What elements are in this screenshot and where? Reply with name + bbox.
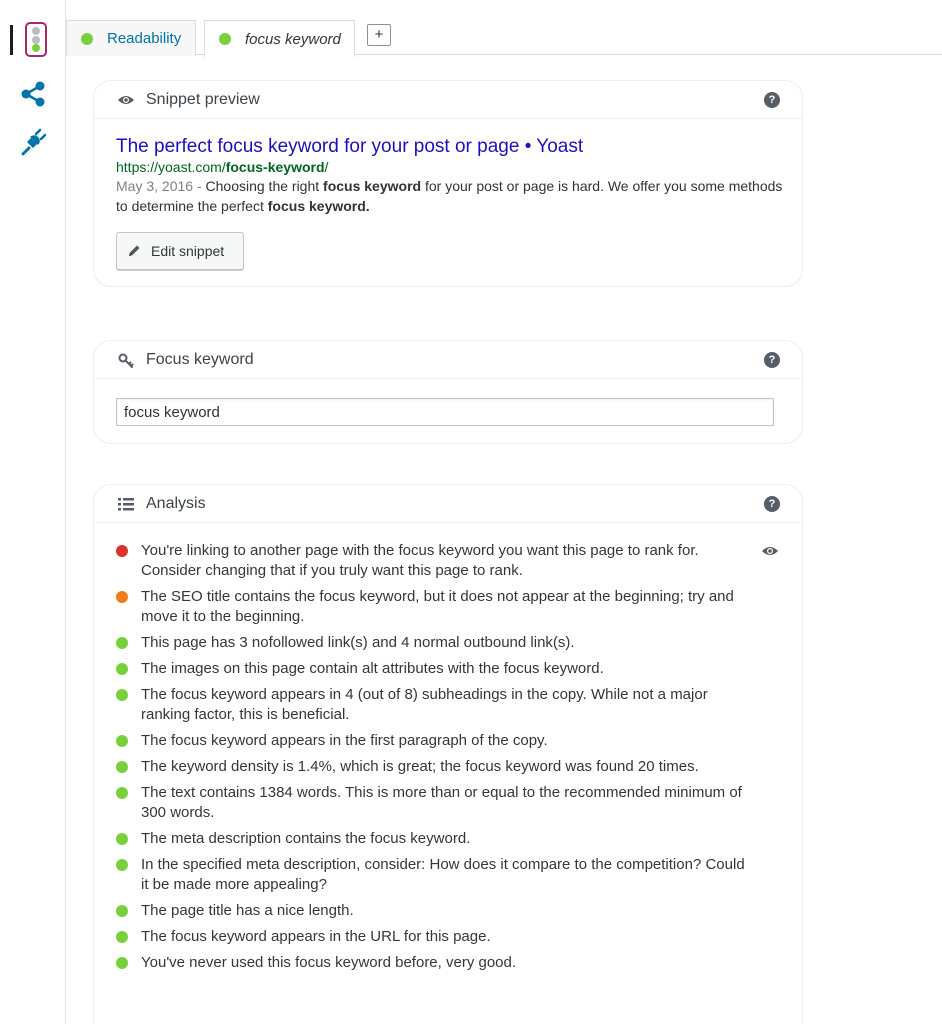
- snippet-preview-title: Snippet preview: [146, 90, 260, 108]
- help-icon[interactable]: ?: [764, 496, 780, 512]
- share-icon: [19, 80, 47, 108]
- eye-icon[interactable]: [761, 543, 779, 563]
- focus-keyword-header[interactable]: [94, 341, 802, 379]
- analysis-result-item: [116, 927, 780, 947]
- analysis-result-text: The keyword density is 1.4%, which is great; the focus keyword was found 20 times.: [141, 758, 699, 775]
- help-icon[interactable]: ?: [764, 352, 780, 368]
- score-bullet-good: [116, 859, 128, 871]
- snippet-url-base: https://yoast.com/: [116, 159, 226, 175]
- score-bullet-good: [116, 663, 128, 675]
- analysis-result-text: The page title has a nice length.: [141, 902, 354, 919]
- analysis-result-text: The focus keyword appears in 4 (out of 8) subheadings in the copy. While not a major ranking factor, this is beneficial.: [141, 686, 708, 723]
- score-bullet-good: [116, 761, 128, 773]
- analysis-result-item: [116, 783, 780, 823]
- snippet-desc-keyword: focus keyword: [323, 178, 422, 194]
- snippet-title-link[interactable]: The perfect focus keyword for your post or page • Yoast: [116, 136, 584, 157]
- edit-snippet-label: Edit snippet: [151, 243, 225, 259]
- score-bullet-good: [116, 957, 128, 969]
- analysis-result-text: You're linking to another page with the focus keyword you want this page to rank for. Consider changing that if you truly want this page to rank.: [141, 542, 699, 579]
- snippet-preview-header[interactable]: [94, 81, 802, 119]
- snippet-date-separator: -: [193, 178, 206, 194]
- snippet-url-keyword: focus-keyword: [225, 159, 325, 175]
- analysis-result-item: [116, 953, 780, 973]
- tab-readability[interactable]: [66, 20, 196, 56]
- snippet-date: May 3, 2016: [116, 178, 194, 194]
- snippet-description: [116, 176, 786, 216]
- snippet-url: [116, 158, 780, 176]
- focus-keyword-card: [93, 340, 803, 444]
- score-bullet-good: [116, 689, 128, 701]
- key-icon: [116, 351, 136, 369]
- analysis-result-item: [116, 587, 780, 627]
- help-icon[interactable]: ?: [764, 92, 780, 108]
- snippet-body: [94, 119, 802, 270]
- analysis-card: [93, 484, 803, 1024]
- analysis-result-text: This page has 3 nofollowed link(s) and 4 normal outbound link(s).: [141, 634, 575, 651]
- score-bullet-bad: [116, 545, 128, 557]
- tab-focus-keyword-label: focus keyword: [245, 30, 341, 48]
- eye-icon: [116, 91, 136, 109]
- analysis-result-text: The focus keyword appears in the first paragraph of the copy.: [141, 732, 548, 749]
- analysis-result-item: [116, 685, 780, 725]
- list-icon: [116, 495, 136, 513]
- traffic-light-bottom: [32, 44, 40, 52]
- traffic-light-middle: [32, 36, 40, 44]
- analysis-result-item: [116, 901, 780, 921]
- analysis-result-item: [116, 829, 780, 849]
- active-indicator: [10, 25, 13, 55]
- analysis-result-text: The meta description contains the focus keyword.: [141, 830, 471, 847]
- readability-score-dot: [81, 33, 93, 45]
- score-bullet-ok: [116, 591, 128, 603]
- analysis-result-item: [116, 855, 780, 895]
- analysis-result-item: [116, 541, 780, 581]
- traffic-light-icon[interactable]: [25, 22, 47, 57]
- snippet-preview-card: [93, 80, 803, 287]
- social-tab[interactable]: [0, 78, 66, 110]
- analysis-result-text: The focus keyword appears in the URL for this page.: [141, 928, 491, 945]
- score-bullet-good: [116, 735, 128, 747]
- tab-readability-label: Readability: [107, 30, 182, 47]
- score-bullet-good: [116, 905, 128, 917]
- analysis-results: [94, 523, 802, 973]
- score-bullet-good: [116, 637, 128, 649]
- score-bullet-good: [116, 833, 128, 845]
- pencil-icon: [127, 244, 141, 258]
- plug-icon: [19, 128, 47, 156]
- analysis-result-item: [116, 731, 780, 751]
- analysis-result-text: In the specified meta description, consider: How does it compare to the competition? Could it be made more appealing?: [141, 856, 745, 893]
- score-bullet-good: [116, 787, 128, 799]
- analysis-title: Analysis: [146, 494, 206, 512]
- score-bullet-good: [116, 931, 128, 943]
- add-keyword-button[interactable]: +: [367, 24, 391, 46]
- analysis-result-item: [116, 633, 780, 653]
- snippet-desc-keyword: focus keyword.: [267, 198, 370, 214]
- focus-keyword-score-dot: [219, 33, 231, 45]
- analysis-result-text: The SEO title contains the focus keyword, but it does not appear at the beginning; try and move it to the beginning.: [141, 588, 734, 625]
- tab-focus-keyword[interactable]: [204, 20, 355, 57]
- metabox-sidebar: [0, 0, 66, 1024]
- focus-keyword-input[interactable]: [116, 398, 774, 426]
- analysis-result-text: The images on this page contain alt attributes with the focus keyword.: [141, 660, 604, 677]
- analysis-result-item: [116, 659, 780, 679]
- advanced-tab[interactable]: [0, 126, 66, 158]
- analysis-result-item: [116, 757, 780, 777]
- keyword-tabs: [66, 0, 942, 55]
- snippet-desc-part: Choosing the right: [205, 178, 324, 194]
- edit-snippet-button[interactable]: [116, 232, 244, 270]
- snippet-desc-part: for your post or page is hard. We offer you some methods to determine the perfect: [116, 178, 783, 214]
- analysis-result-text: The text contains 1384 words. This is more than or equal to the recommended minimum of 300 words.: [141, 784, 742, 821]
- snippet-url-end: /: [324, 159, 329, 175]
- analysis-header[interactable]: [94, 485, 802, 523]
- traffic-light-top: [32, 27, 40, 35]
- focus-keyword-title: Focus keyword: [146, 350, 254, 368]
- analysis-result-text: You've never used this focus keyword before, very good.: [141, 954, 517, 971]
